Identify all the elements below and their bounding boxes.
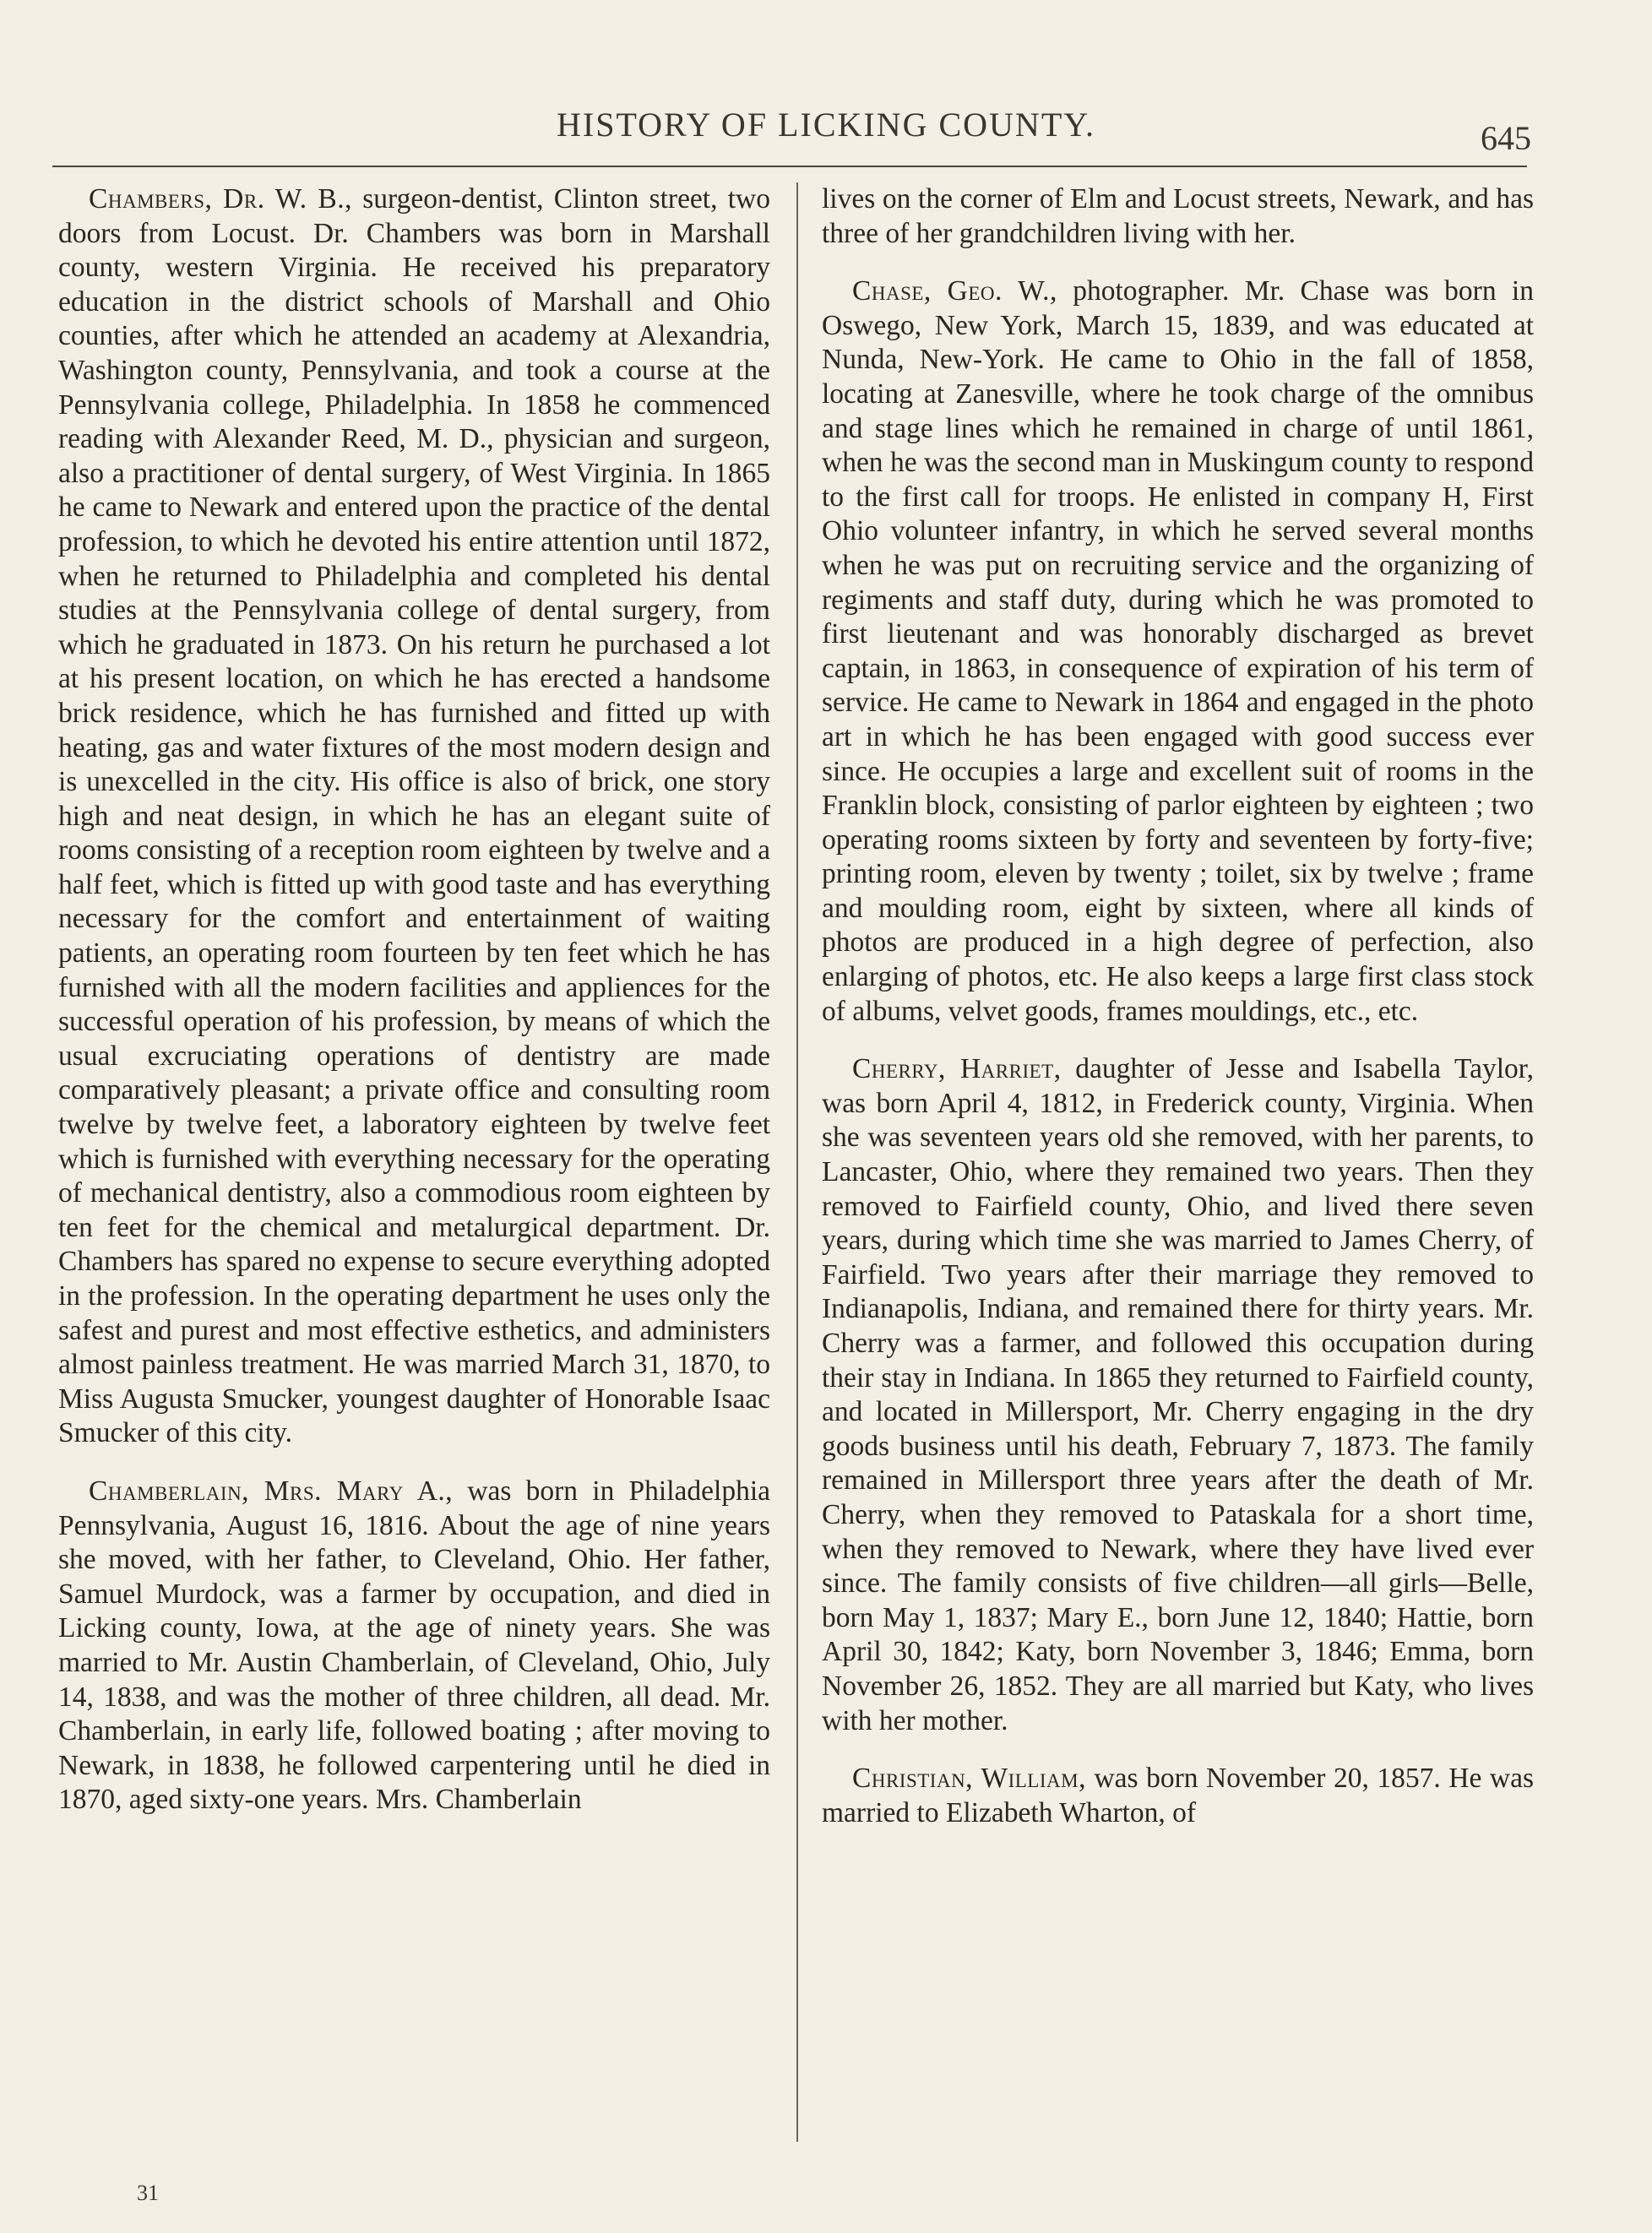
page-header (0, 105, 1652, 155)
entry-text-chase: photographer. Mr. Chase was born in Oswego, New York, March 15, 1839, and was educated at Nunda, New-York. He came to Ohio in the fall of 1858, locating at Zanesville, where he took charge of the omnibus and stage lines which he remained in charge of until 1861, when he was the second man in Muskingum county to respond to the first call for troops. He enlisted in company H, First Ohio volunteer infantry, in which he served several months when he was put on recruiting service and the organizing of regiments and staff duty, during which he was promoted to first lieutenant and was honorably discharged as brevet captain, in 1863, in consequence of expiration of his term of service. He came to Newark in 1864 and engaged in the photo art in which he has been engaged with good success ever since. He occupies a large and excellent suit of rooms in the Franklin block, consisting of parlor eighteen by eighteen ; two operating rooms sixteen by forty and seventeen by forty-five; printing room, eleven by twenty ; toilet, six by twelve ; frame and moulding room, eight by sixteen, where all kinds of photos are produced in a high degree of perfection, also enlarging of photos, etc. He also keeps a large first class stock of albums, velvet goods, frames mouldings, etc., etc. (822, 275, 1534, 1027)
page-number: 645 (1481, 119, 1531, 157)
entry-christian (822, 1762, 1534, 1830)
left-column (58, 182, 770, 1841)
entry-chamberlain (58, 1475, 770, 1817)
entry-name-chambers: Chambers, Dr. W. B., (89, 183, 352, 215)
entry-name-chamberlain: Chamberlain, Mrs. Mary A., (89, 1475, 454, 1507)
entry-cherry (822, 1052, 1534, 1738)
entry-chase (822, 274, 1534, 1029)
entry-text-chamberlain: was born in Philadelphia Pennsylvania, August 16, 1816. About the age of nine years she moved, with her father, to Cleveland, Ohio. Her father, Samuel Murdock, was a farmer by occupation, and died in Licking county, Iowa, at the age of ninety years. She was married to Mr. Austin Chamberlain, of Cleveland, Ohio, July 14, 1838, and was the mother of three children, all dead. Mr. Chamberlain, in early life, followed boating ; after moving to Newark, in 1838, he followed carpentering until he died in 1870, aged sixty-one years. Mrs. Chamberlain (58, 1475, 770, 1816)
header-rule (52, 166, 1527, 167)
right-column (822, 182, 1534, 1854)
entry-name-christian: Christian, William, (852, 1763, 1086, 1795)
entry-name-cherry: Cherry, Harriet, (852, 1053, 1062, 1085)
entry-chamberlain-continued: lives on the corner of Elm and Locust streets, Newark, and has three of her grandchildren living with her. (822, 183, 1534, 249)
entry-text-cherry: daughter of Jesse and Isabella Taylor, was born April 4, 1812, in Frederick county, Virginia. When she was seventeen years old she removed, with her parents, to Lancaster, Ohio, where they remained two years. Then they removed to Fairfield county, Ohio, and lived there seven years, during which time she was married to James Cherry, of Fairfield. Two years after their marriage they removed to Indianapolis, Indiana, and remained there for thirty years. Mr. Cherry was a farmer, and followed this occupation during their stay in Indiana. In 1865 they returned to Fairfield county, and located in Millersport, Mr. Cherry engaging in the dry goods business until his death, February 7, 1873. The family remained in Millersport three years after the death of Mr. Cherry, when they removed to Pataskala for a short time, when they removed to Newark, where they have lived ever since. The family consists of five children—all girls—Belle, born May 1, 1837; Mary E., born June 12, 1840; Hattie, born April 30, 1842; Katy, born November 3, 1846; Emma, born November 26, 1852. They are all married but Katy, who lives with her mother. (822, 1053, 1534, 1736)
signature-mark: 31 (137, 2181, 159, 2205)
column-divider (796, 182, 798, 2142)
entry-text-christian: was born November 20, 1857. He was married to Elizabeth Wharton, of (822, 1763, 1534, 1828)
entry-text-chambers: surgeon-dentist, Clinton street, two doors from Locust. Dr. Chambers was born in Marshall county, western Virginia. He received his preparatory education in the district schools of Marshall and Ohio counties, after which he attended an academy at Alexandria, Washington county, Pennsylvania, and took a course at the Pennsylvania college, Philadelphia. In 1858 he commenced reading with Alexander Reed, M. D., physician and surgeon, also a practitioner of dental surgery, of West Virginia. In 1865 he came to Newark and entered upon the practice of the dental profession, to which he devoted his entire attention until 1872, when he returned to Philadelphia and completed his dental studies at the Pennsylvania college of dental surgery, from which he graduated in 1873. On his return he purchased a lot at his present location, on which he has erected a handsome brick residence, which he has furnished and fitted up with heating, gas and water fixtures of the most modern design and is unexcelled in the city. His office is also of brick, one story high and neat design, in which he has an elegant suite of rooms consisting of a reception room eighteen by twelve and a half feet, which is fitted up with good taste and has everything necessary for the comfort and entertainment of waiting patients, an operating room fourteen by ten feet which he has furnished with all the modern facilities and appliences for the successful operation of his profession, by means of which the usual excruciating operations of dentistry are made comparatively pleasant; a private office and consulting room twelve by twelve feet, a laboratory eighteen by twelve feet which is furnished with everything necessary for the operating of mechanical dentistry, also a commodious room eighteen by ten feet for the chemical and metalurgical department. Dr. Chambers has spared no expense to secure everything adopted in the profession. In the operating department he uses only the safest and purest and most effective esthetics, and administers almost painless treatment. He was married March 31, 1870, to Miss Augusta Smucker, youngest daughter of Honorable Isaac Smucker of this city. (58, 183, 770, 1449)
running-title: HISTORY OF LICKING COUNTY. (557, 106, 1095, 144)
entry-name-chase: Chase, Geo. W., (852, 275, 1057, 307)
entry-chambers (58, 182, 770, 1451)
